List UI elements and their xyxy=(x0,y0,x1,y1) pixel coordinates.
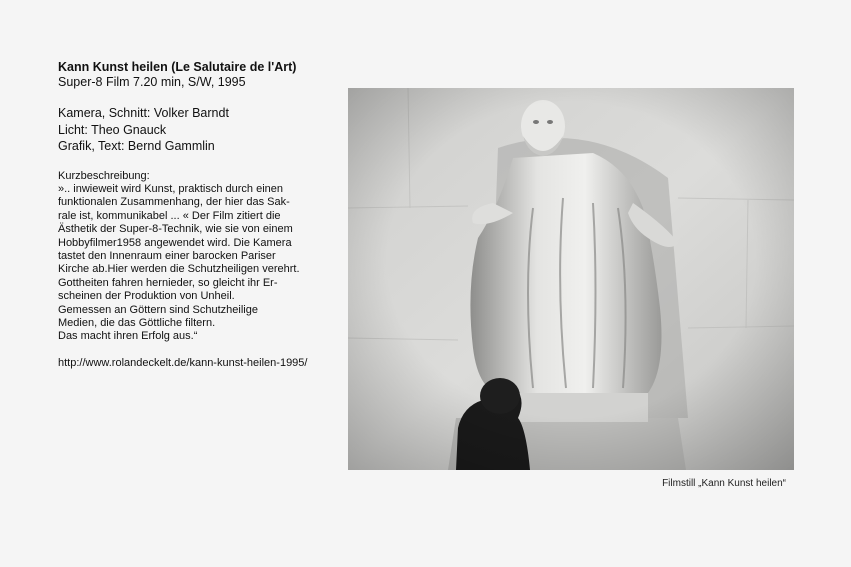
film-info xyxy=(58,60,328,370)
film-subtitle: Super-8 Film 7.20 min, S/W, 1995 xyxy=(58,75,246,89)
film-still-image xyxy=(348,88,794,470)
description-line: tastet den Innenraum einer barocken Pariser xyxy=(58,249,276,262)
description-line: Kirche ab.Hier werden die Schutzheiligen verehrt. xyxy=(58,263,300,276)
description-line: Gottheiten fahren hernieder, so gleicht ihr Er- xyxy=(58,276,278,289)
description-line: Das macht ihren Erfolg aus.“ xyxy=(58,330,198,343)
description-line: Medien, die das Göttliche filtern. xyxy=(58,316,216,329)
description-line: ».. inwieweit wird Kunst, praktisch durch einen xyxy=(58,182,283,195)
film-title: Kann Kunst heilen (Le Salutaire de l'Art) xyxy=(58,60,297,74)
description-line: funktionalen Zusammenhang, der hier das Sak- xyxy=(58,196,290,209)
description-line: scheinen der Produktion von Unheil. xyxy=(58,290,235,303)
description-line: rale ist, kommunikabel ... « Der Film zitiert die xyxy=(58,209,281,222)
credits xyxy=(58,105,328,155)
description-heading: Kurzbeschreibung: xyxy=(58,169,150,182)
description-text xyxy=(58,183,328,344)
description-line: Ästhetik der Super-8-Technik, wie sie von einem xyxy=(58,223,293,236)
description-line: Gemessen an Göttern sind Schutzheilige xyxy=(58,303,258,316)
film-url[interactable]: http://www.rolandeckelt.de/kann-kunst-heilen-1995/ xyxy=(58,356,308,369)
still-caption: Filmstill „Kann Kunst heilen“ xyxy=(662,478,786,489)
description-line: Hobbyfilmer1958 angewendet wird. Die Kamera xyxy=(58,236,292,249)
credit-graphics: Grafik, Text: Bernd Gammlin xyxy=(58,139,215,153)
credit-light: Licht: Theo Gnauck xyxy=(58,122,167,137)
credit-camera: Kamera, Schnitt: Volker Barndt xyxy=(58,106,229,120)
